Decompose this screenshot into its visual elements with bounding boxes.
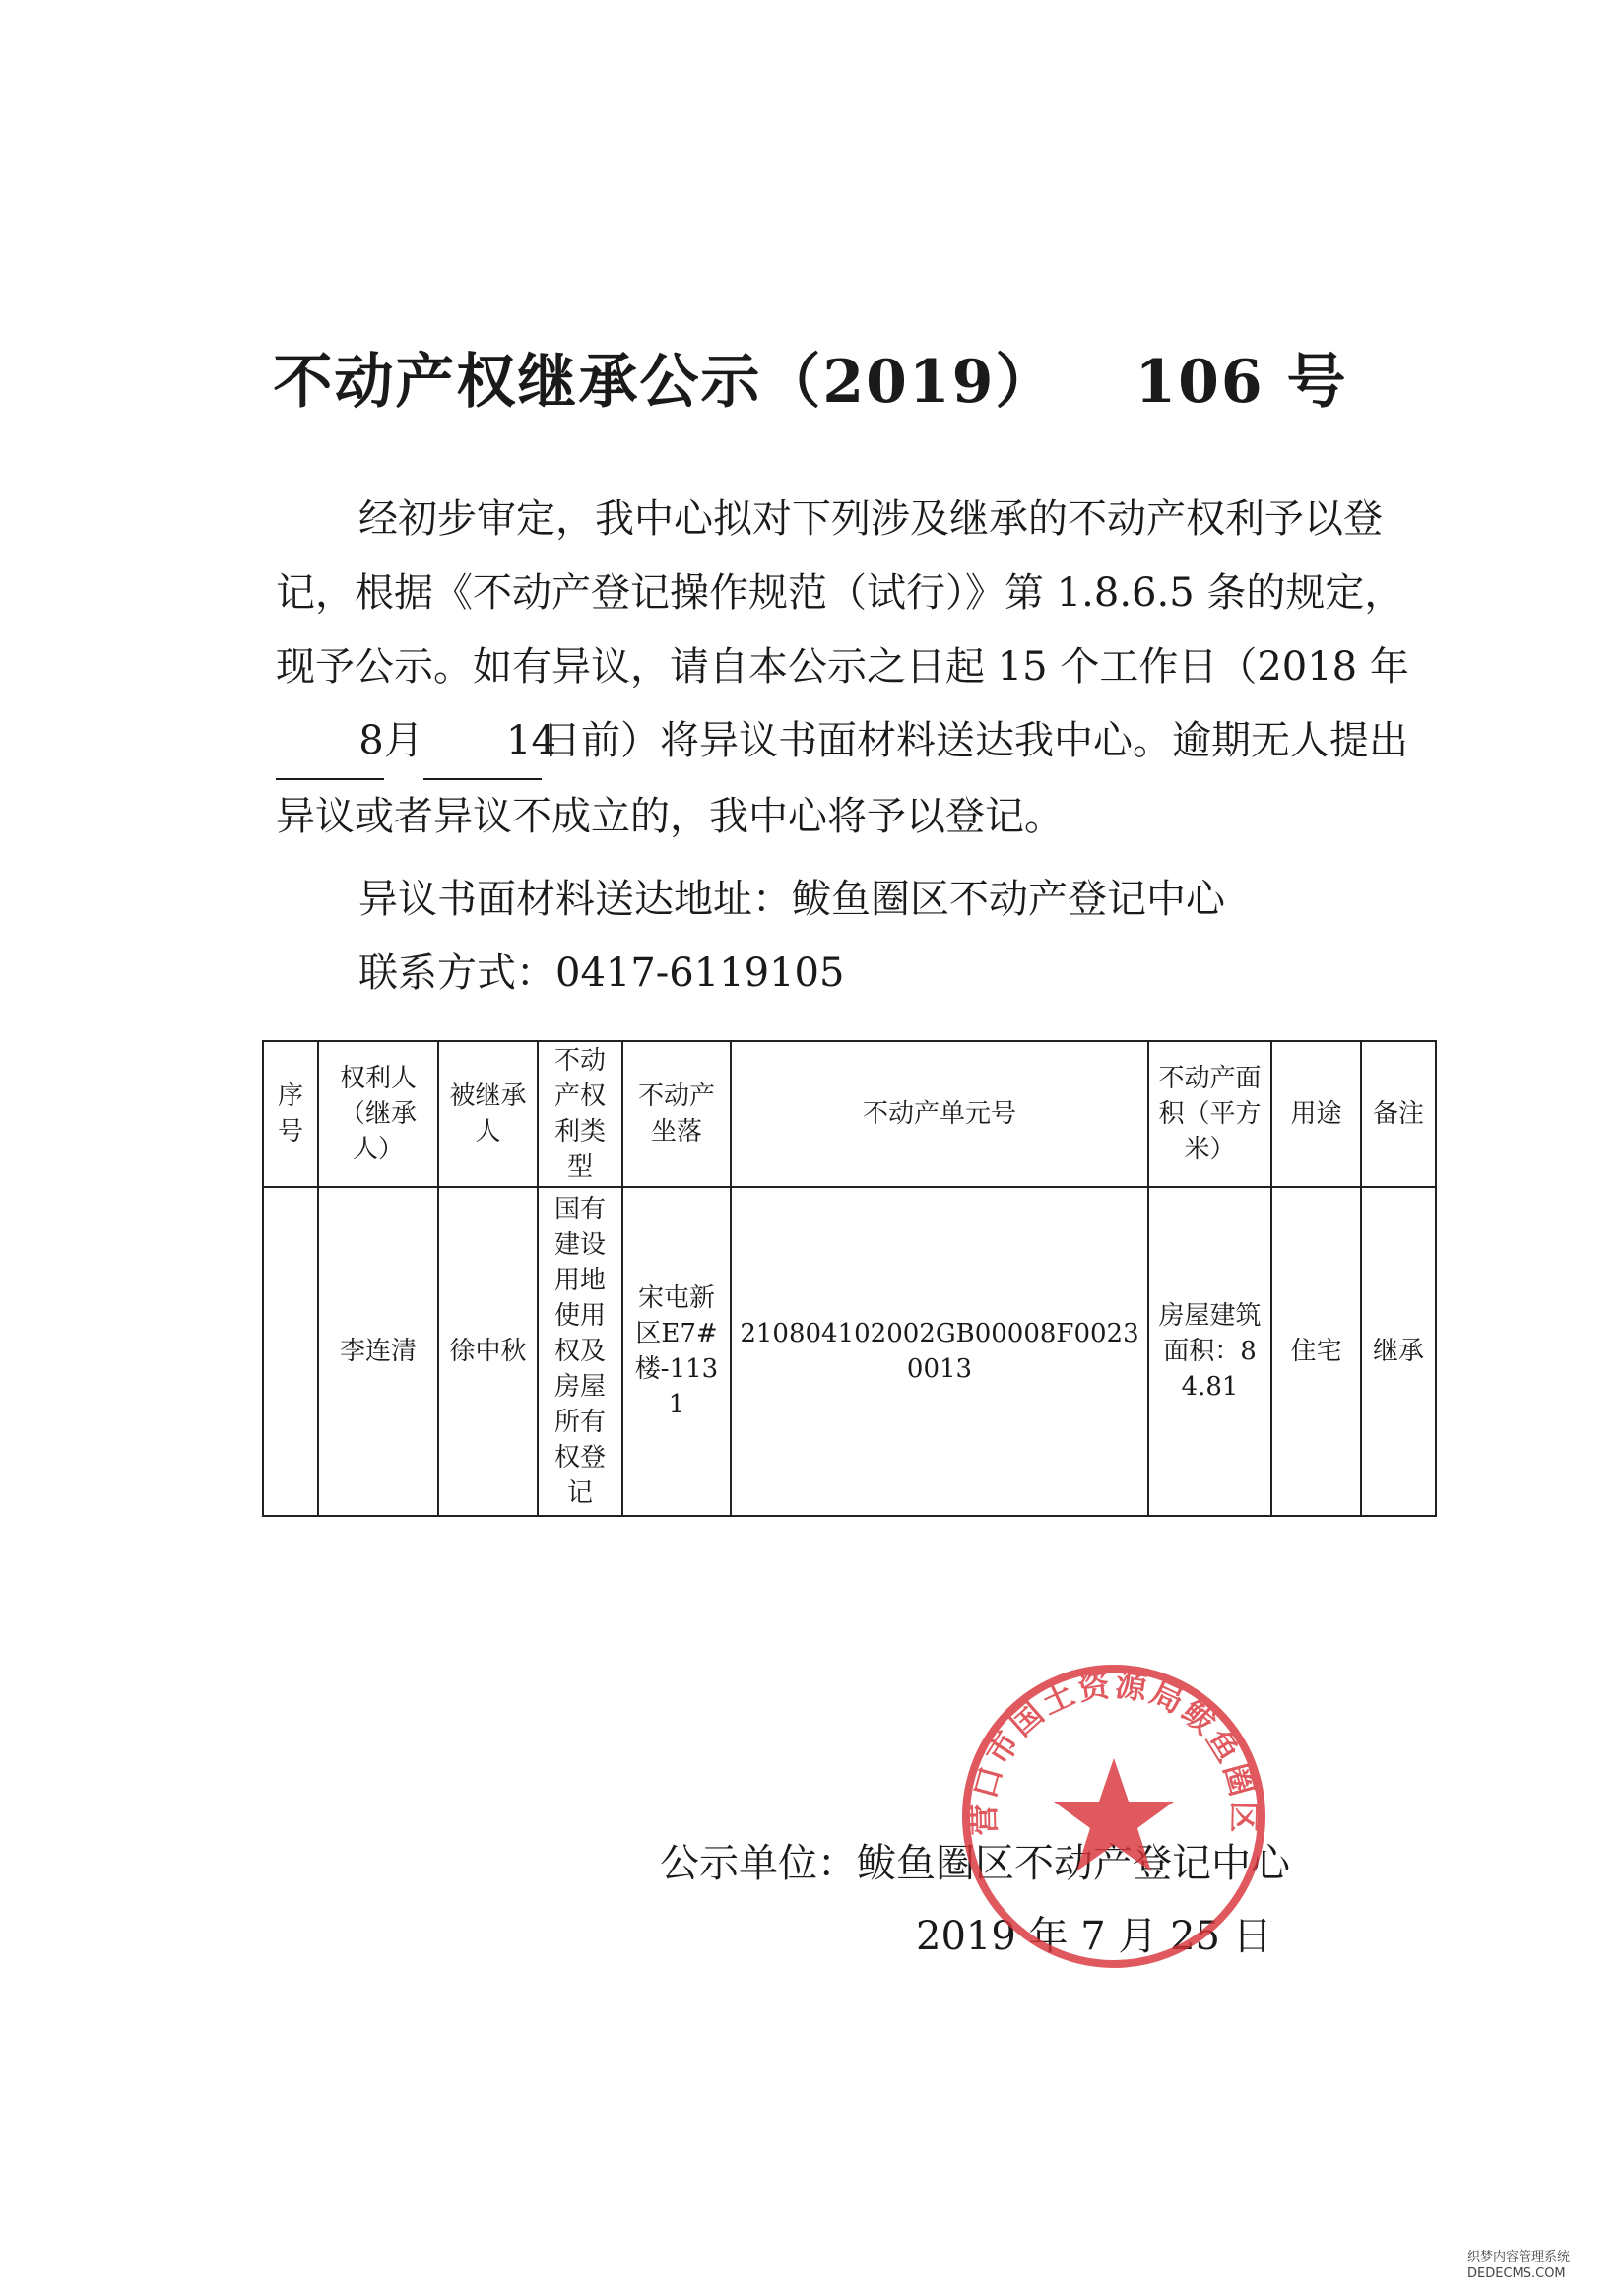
footer-watermark [1467, 2249, 1570, 2282]
notice-paragraph [276, 483, 1418, 854]
row-usage: 住宅 [1271, 1187, 1361, 1516]
table-header-row [263, 1041, 1436, 1187]
table-row [263, 1187, 1436, 1516]
row-serial [263, 1187, 318, 1516]
deadline-month: 8 [276, 704, 384, 780]
star-icon [1054, 1758, 1174, 1871]
header-cell: 序号 [263, 1041, 318, 1187]
notice-body [276, 483, 1418, 854]
header-cell: 被继承人 [438, 1041, 538, 1187]
issue-date: 2019 年 7 月 25 日 [916, 1914, 1272, 1959]
row-heir: 李连清 [318, 1187, 438, 1516]
deadline-day: 14 [423, 704, 542, 780]
property-table [262, 1040, 1437, 1517]
objection-address: 异议书面材料送达地址：鲅鱼圈区不动产登记中心 [358, 877, 1225, 922]
row-decedent: 徐中秋 [438, 1187, 538, 1516]
row-area: 房屋建筑面积：84.81 [1148, 1187, 1271, 1516]
footer-line-2: DEDECMS.COM [1467, 2266, 1566, 2281]
row-remark: 继承 [1361, 1187, 1436, 1516]
header-cell: 不动产单元号 [731, 1041, 1148, 1187]
notice-title [0, 335, 1621, 420]
footer-line-1: 织梦内容管理系统 [1467, 2250, 1571, 2264]
month-suffix: 月 [384, 718, 423, 763]
row-unit-number: 210804102002GB00008F00230013 [731, 1187, 1148, 1516]
seal-text: 营口市国土资源局鲅鱼圈区 [964, 1666, 1264, 1836]
contact-info: 联系方式：0417-6119105 [358, 951, 845, 996]
issuer-line: 公示单位：鲅鱼圈区不动产登记中心 [660, 1841, 1290, 1886]
paragraph-text-after: 日前）将异议书面材料送达我中心。逾期无人提出异议或者异议不成立的，我中心将予以登记。 [276, 718, 1408, 839]
header-cell: 备注 [1361, 1041, 1436, 1187]
row-location: 宋屯新区E7#楼-1131 [622, 1187, 731, 1516]
paragraph-text-before: 经初步审定，我中心拟对下列涉及继承的不动产权利予以登记，根据《不动产登记操作规范（试行）》第 1.8.6.5 条的规定，现予公示。如有异议，请自本公示之日起 15 个工作日（2018 年 [276, 496, 1409, 689]
header-cell: 不动产坐落 [622, 1041, 731, 1187]
title-text: 不动产权继承公示（2019） [273, 348, 1057, 417]
header-cell: 权利人（继承人） [318, 1041, 438, 1187]
official-seal [957, 1660, 1270, 1973]
header-cell: 不动产权利类型 [538, 1041, 622, 1187]
header-cell: 用途 [1271, 1041, 1361, 1187]
title-number: 106 号 [1135, 348, 1348, 417]
header-cell: 不动产面积（平方米） [1148, 1041, 1271, 1187]
row-right-type: 国有建设用地使用权及房屋所有权登记 [538, 1187, 622, 1516]
